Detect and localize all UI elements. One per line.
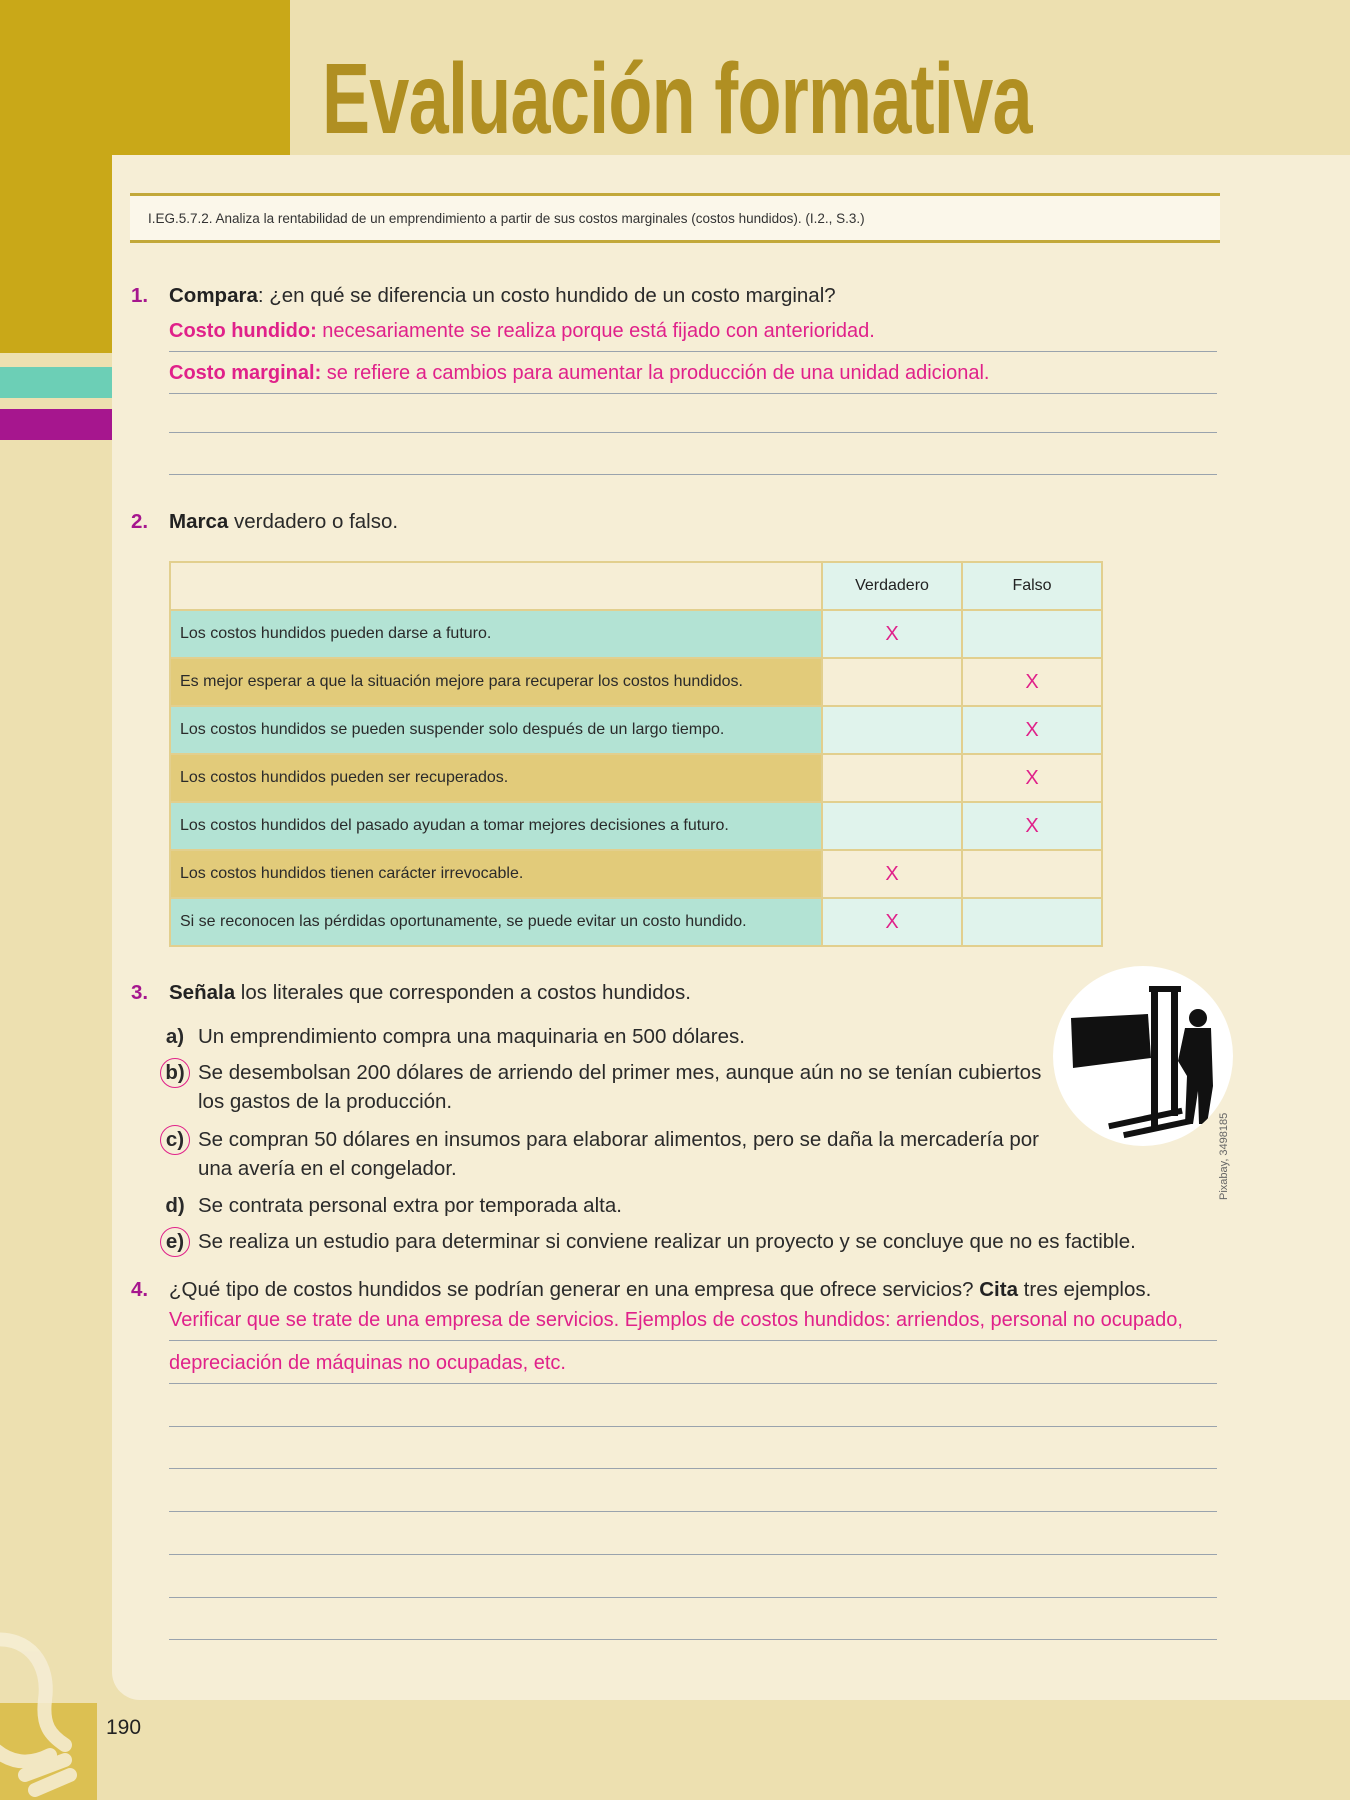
- page-title: Evaluación formativa: [322, 43, 1032, 155]
- option-b[interactable]: [160, 1058, 1043, 1116]
- verdadero-cell[interactable]: X: [822, 610, 962, 658]
- table-row: [170, 802, 1102, 850]
- forklift-silhouette-icon: [1053, 966, 1233, 1146]
- answer-line-2[interactable]: depreciación de máquinas no ocupadas, etc.: [169, 1348, 1217, 1384]
- question-number: 1.: [131, 284, 149, 307]
- option-text: Se compran 50 dólares en insumos para elaborar alimentos, pero se daña la mercadería por una avería en el congelador.: [198, 1128, 1039, 1180]
- header-verdadero: Verdadero: [822, 562, 962, 610]
- question-verb: Compara: [169, 284, 258, 307]
- falso-cell[interactable]: [962, 898, 1102, 946]
- option-e[interactable]: [160, 1227, 1198, 1257]
- question-number: 4.: [131, 1278, 149, 1301]
- answer-line-1[interactable]: [169, 316, 1217, 352]
- answer-line-1[interactable]: Verificar que se trate de una empresa de servicios. Ejemplos de costos hundidos: arriendos, personal no ocupado,: [169, 1305, 1217, 1341]
- option-letter-circled: c): [160, 1125, 190, 1155]
- question-2: [131, 510, 398, 534]
- option-letter: d): [165, 1194, 185, 1217]
- option-c[interactable]: [160, 1125, 1043, 1183]
- falso-cell[interactable]: [962, 850, 1102, 898]
- statement-cell: Los costos hundidos tienen carácter irrevocable.: [170, 850, 822, 898]
- answer-label: Costo hundido:: [169, 320, 317, 342]
- option-d[interactable]: [160, 1191, 1043, 1220]
- option-letter-circled: b): [160, 1058, 190, 1088]
- falso-cell[interactable]: X: [962, 658, 1102, 706]
- question-1: [131, 284, 836, 308]
- falso-cell[interactable]: [962, 610, 1102, 658]
- header-falso: Falso: [962, 562, 1102, 610]
- option-letter: a): [165, 1025, 185, 1048]
- table-row: [170, 850, 1102, 898]
- question-text-end: tres ejemplos.: [1017, 1278, 1152, 1301]
- statement-cell: Los costos hundidos se pueden suspender solo después de un largo tiempo.: [170, 706, 822, 754]
- answer-line-2[interactable]: [169, 358, 1217, 394]
- header-empty-cell: [170, 562, 822, 610]
- table-row: [170, 754, 1102, 802]
- forklift-worker-photo: [1053, 966, 1233, 1146]
- option-text: Se realiza un estudio para determinar si conviene realizar un proyecto y se concluye que no es factible.: [198, 1230, 1136, 1253]
- verdadero-cell[interactable]: [822, 706, 962, 754]
- question-3: [131, 981, 691, 1005]
- answer-label: Costo marginal:: [169, 362, 322, 384]
- verdadero-cell[interactable]: [822, 658, 962, 706]
- table-row: [170, 610, 1102, 658]
- option-a[interactable]: [160, 1022, 1043, 1051]
- table-row: [170, 898, 1102, 946]
- teal-band: [0, 367, 112, 398]
- blank-answer-line[interactable]: [169, 1468, 1217, 1469]
- blank-answer-line[interactable]: [169, 1639, 1217, 1640]
- blank-answer-line[interactable]: [169, 474, 1217, 475]
- option-letter-circled: e): [160, 1227, 190, 1257]
- lightbulb-icon: [0, 1625, 100, 1800]
- question-text: ¿Qué tipo de costos hundidos se podrían generar en una empresa que ofrece servicios?: [169, 1278, 980, 1301]
- evaluation-standard: I.EG.5.7.2. Analiza la rentabilidad de un emprendimiento a partir de sus costos marginales (costos hundidos). (I.2., S.3.): [130, 193, 1220, 243]
- question-verb: Cita: [979, 1278, 1018, 1301]
- statement-cell: Los costos hundidos del pasado ayudan a tomar mejores decisiones a futuro.: [170, 802, 822, 850]
- true-false-table: [169, 561, 1103, 947]
- option-text: Se desembolsan 200 dólares de arriendo del primer mes, aunque aún no se tenían cubiertos los gastos de la producción.: [198, 1061, 1042, 1113]
- table-row: [170, 706, 1102, 754]
- page-number: 190: [106, 1716, 142, 1739]
- question-number: 3.: [131, 981, 149, 1004]
- option-text: Se contrata personal extra por temporada alta.: [198, 1194, 622, 1217]
- question-verb: Marca: [169, 510, 229, 533]
- verdadero-cell[interactable]: [822, 754, 962, 802]
- question-text: los literales que corresponden a costos hundidos.: [235, 981, 691, 1004]
- falso-cell[interactable]: X: [962, 802, 1102, 850]
- falso-cell[interactable]: X: [962, 754, 1102, 802]
- blank-answer-line[interactable]: [169, 1554, 1217, 1555]
- table-header-row: [170, 562, 1102, 610]
- table-row: [170, 658, 1102, 706]
- question-text: : ¿en qué se diferencia un costo hundido de un costo marginal?: [257, 284, 836, 307]
- verdadero-cell[interactable]: [822, 802, 962, 850]
- image-credit: Pixabay, 3498185: [1218, 1112, 1230, 1200]
- answer-text: necesariamente se realiza porque está fijado con anterioridad.: [316, 320, 875, 342]
- question-text: verdadero o falso.: [228, 510, 399, 533]
- statement-cell: Los costos hundidos pueden ser recuperados.: [170, 754, 822, 802]
- blank-answer-line[interactable]: [169, 1511, 1217, 1512]
- statement-cell: Es mejor esperar a que la situación mejore para recuperar los costos hundidos.: [170, 658, 822, 706]
- answer-text: se refiere a cambios para aumentar la producción de una unidad adicional.: [321, 362, 990, 384]
- blank-answer-line[interactable]: [169, 1426, 1217, 1427]
- verdadero-cell[interactable]: X: [822, 898, 962, 946]
- purple-band: [0, 409, 112, 440]
- falso-cell[interactable]: X: [962, 706, 1102, 754]
- question-verb: Señala: [169, 981, 236, 1004]
- blank-answer-line[interactable]: [169, 1597, 1217, 1598]
- question-4: [131, 1278, 1151, 1302]
- option-text: Un emprendimiento compra una maquinaria en 500 dólares.: [198, 1025, 745, 1048]
- statement-cell: Los costos hundidos pueden darse a futuro.: [170, 610, 822, 658]
- statement-cell: Si se reconocen las pérdidas oportunamente, se puede evitar un costo hundido.: [170, 898, 822, 946]
- question-number: 2.: [131, 510, 149, 533]
- verdadero-cell[interactable]: X: [822, 850, 962, 898]
- blank-answer-line[interactable]: [169, 432, 1217, 433]
